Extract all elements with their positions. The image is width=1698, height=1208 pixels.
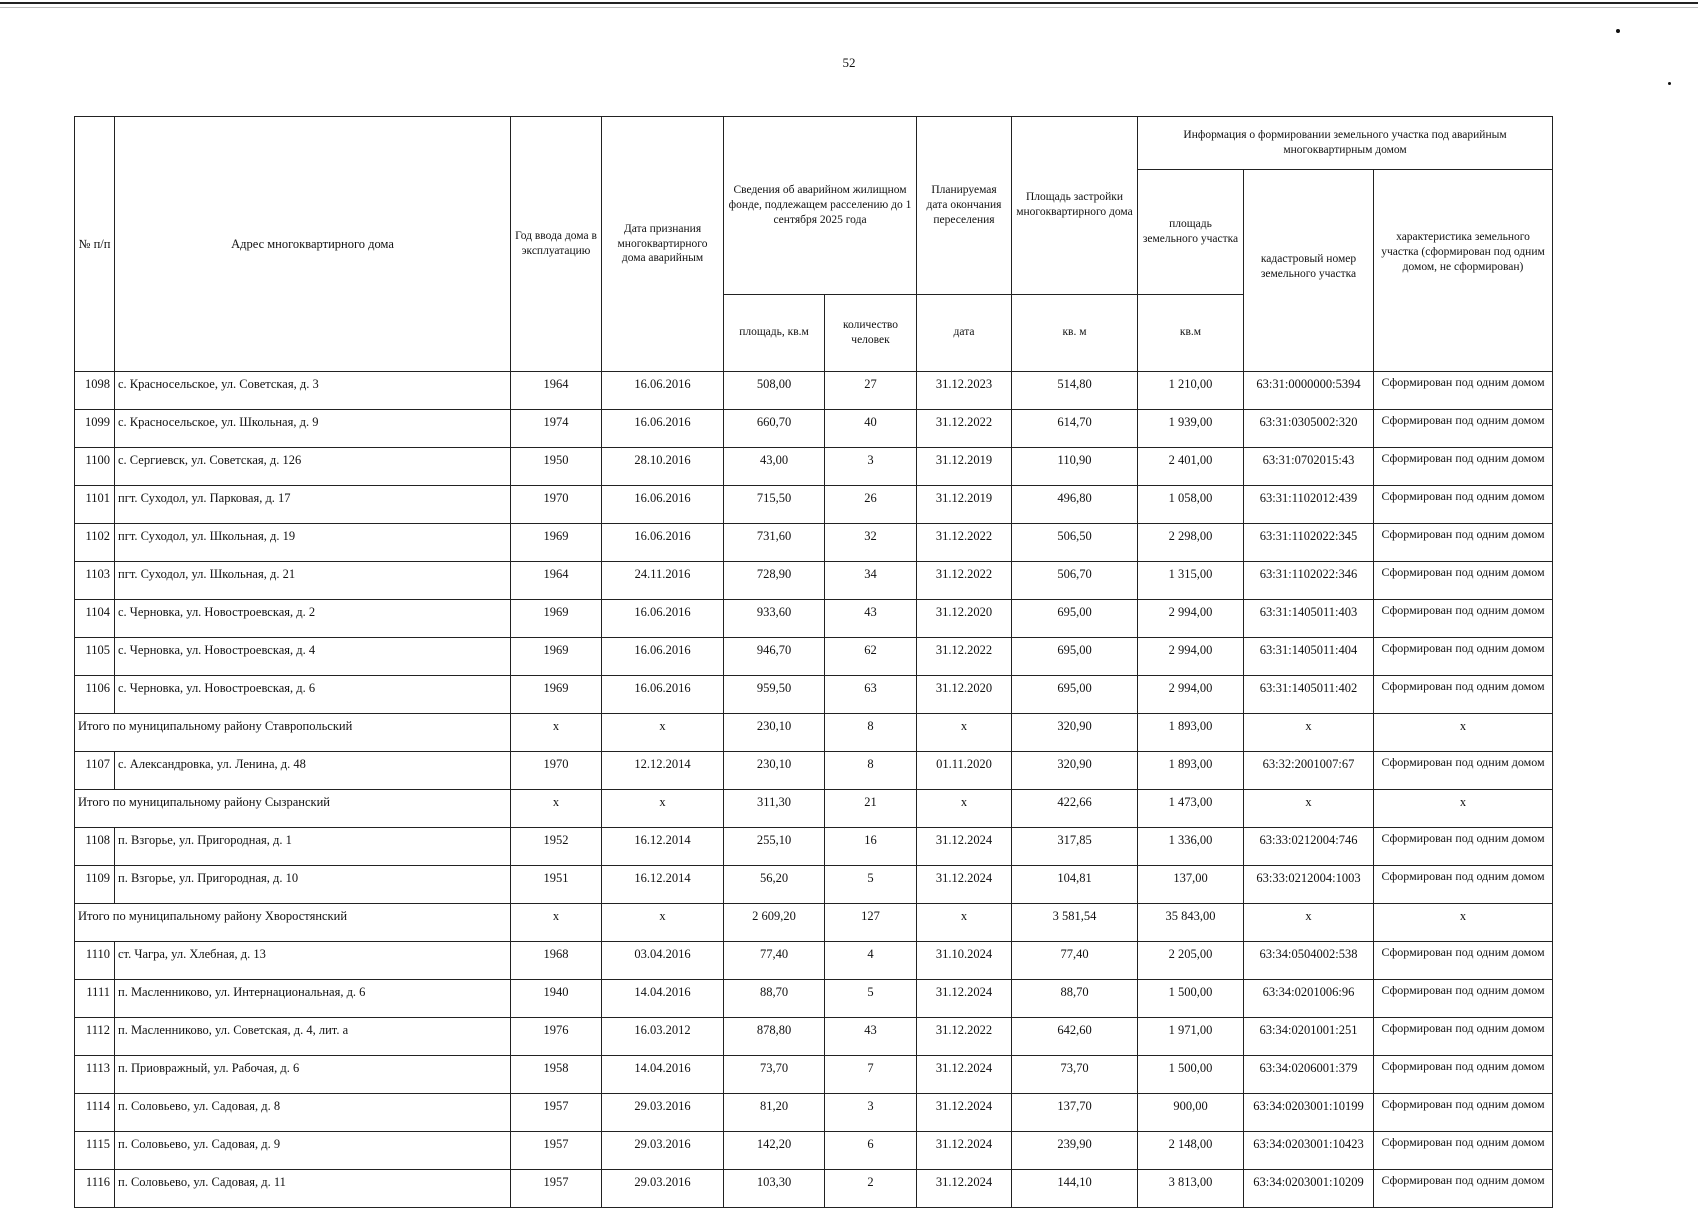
table-row (75, 1132, 1553, 1170)
col-header-building-area-unit: кв. м (1012, 294, 1138, 371)
col-header-cadastral: кадастровый номер земельного участка (1244, 170, 1374, 372)
cell-land-area: 2 994,00 (1138, 676, 1244, 714)
table-row (75, 866, 1553, 904)
cell-land-area: 1 500,00 (1138, 1056, 1244, 1094)
cell-area: 255,10 (724, 828, 825, 866)
cell-building-area: 642,60 (1012, 1018, 1138, 1056)
col-header-planned-date: Планируемая дата окончания переселения (917, 117, 1012, 295)
cell-address: п. Соловьево, ул. Садовая, д. 11 (115, 1170, 511, 1208)
total-label: Итого по муниципальному району Хворостянский (75, 904, 511, 942)
cell-characteristic: Сформирован под одним домом (1374, 866, 1553, 904)
cell-planned-date: 31.12.2023 (917, 372, 1012, 410)
table-row (75, 524, 1553, 562)
col-header-emergency-fund: Сведения об аварийном жилищном фонде, подлежащем расселению до 1 сентября 2025 года (724, 117, 917, 295)
cell-building-area: 3 581,54 (1012, 904, 1138, 942)
cell-address: с. Александровка, ул. Ленина, д. 48 (115, 752, 511, 790)
cell-year: 1951 (511, 866, 602, 904)
cell-people: 3 (825, 1094, 917, 1132)
cell-land-area: 1 315,00 (1138, 562, 1244, 600)
cell-num: 1116 (75, 1170, 115, 1208)
cell-cadastral: 63:34:0201001:251 (1244, 1018, 1374, 1056)
cell-num: 1111 (75, 980, 115, 1018)
cell-land-area: 2 298,00 (1138, 524, 1244, 562)
cell-people: 62 (825, 638, 917, 676)
cell-building-area: 110,90 (1012, 448, 1138, 486)
table-header (75, 117, 1553, 372)
cell-people: 6 (825, 1132, 917, 1170)
cell-year: 1969 (511, 638, 602, 676)
cell-people: 43 (825, 1018, 917, 1056)
cell-cadastral: 63:31:0702015:43 (1244, 448, 1374, 486)
total-row (75, 904, 1553, 942)
cell-year: 1969 (511, 524, 602, 562)
cell-characteristic: Сформирован под одним домом (1374, 752, 1553, 790)
cell-cadastral: 63:32:2001007:67 (1244, 752, 1374, 790)
cell-date-recognized: х (602, 904, 724, 942)
cell-num: 1101 (75, 486, 115, 524)
table-row (75, 410, 1553, 448)
table-row (75, 448, 1553, 486)
cell-land-area: 1 336,00 (1138, 828, 1244, 866)
cell-people: 7 (825, 1056, 917, 1094)
col-header-land-area: площадь земельного участка (1138, 170, 1244, 295)
cell-area: 230,10 (724, 752, 825, 790)
cell-planned-date: 31.12.2024 (917, 866, 1012, 904)
page-number: 52 (842, 55, 856, 70)
cell-people: 2 (825, 1170, 917, 1208)
cell-area: 56,20 (724, 866, 825, 904)
cell-num: 1102 (75, 524, 115, 562)
cell-characteristic: Сформирован под одним домом (1374, 980, 1553, 1018)
cell-year: 1950 (511, 448, 602, 486)
cell-num: 1104 (75, 600, 115, 638)
table-row (75, 1056, 1553, 1094)
cell-date-recognized: 03.04.2016 (602, 942, 724, 980)
cell-planned-date: 31.12.2024 (917, 1170, 1012, 1208)
cell-characteristic: Сформирован под одним домом (1374, 828, 1553, 866)
cell-people: 8 (825, 752, 917, 790)
cell-characteristic: х (1374, 714, 1553, 752)
cell-building-area: 239,90 (1012, 1132, 1138, 1170)
cell-num: 1100 (75, 448, 115, 486)
cell-year: 1969 (511, 676, 602, 714)
cell-date-recognized: 16.12.2014 (602, 866, 724, 904)
cell-people: 16 (825, 828, 917, 866)
cell-date-recognized: 16.06.2016 (602, 676, 724, 714)
cell-area: 959,50 (724, 676, 825, 714)
cell-num: 1113 (75, 1056, 115, 1094)
table-row (75, 600, 1553, 638)
cell-people: 27 (825, 372, 917, 410)
cell-area: 933,60 (724, 600, 825, 638)
registry-table (74, 116, 1553, 1208)
cell-num: 1109 (75, 866, 115, 904)
cell-cadastral: 63:31:1102022:346 (1244, 562, 1374, 600)
cell-planned-date: 31.10.2024 (917, 942, 1012, 980)
scan-speck (1668, 82, 1671, 85)
cell-address: пгт. Суходол, ул. Парковая, д. 17 (115, 486, 511, 524)
cell-area: 77,40 (724, 942, 825, 980)
cell-people: 5 (825, 980, 917, 1018)
cell-people: 3 (825, 448, 917, 486)
cell-year: 1964 (511, 562, 602, 600)
cell-num: 1108 (75, 828, 115, 866)
cell-building-area: 320,90 (1012, 752, 1138, 790)
table-row (75, 752, 1553, 790)
table-row (75, 1170, 1553, 1208)
cell-building-area: 514,80 (1012, 372, 1138, 410)
cell-date-recognized: х (602, 714, 724, 752)
cell-cadastral: 63:34:0206001:379 (1244, 1056, 1374, 1094)
cell-planned-date: 31.12.2022 (917, 562, 1012, 600)
cell-date-recognized: 16.06.2016 (602, 638, 724, 676)
cell-area: 311,30 (724, 790, 825, 828)
cell-land-area: 3 813,00 (1138, 1170, 1244, 1208)
cell-characteristic: Сформирован под одним домом (1374, 562, 1553, 600)
cell-cadastral: 63:34:0203001:10423 (1244, 1132, 1374, 1170)
cell-land-area: 2 401,00 (1138, 448, 1244, 486)
cell-planned-date: 31.12.2022 (917, 638, 1012, 676)
cell-people: 127 (825, 904, 917, 942)
cell-land-area: 2 148,00 (1138, 1132, 1244, 1170)
cell-area: 660,70 (724, 410, 825, 448)
cell-planned-date: 31.12.2019 (917, 448, 1012, 486)
cell-date-recognized: 14.04.2016 (602, 980, 724, 1018)
cell-characteristic: х (1374, 790, 1553, 828)
table-row (75, 1018, 1553, 1056)
cell-land-area: 1 939,00 (1138, 410, 1244, 448)
cell-people: 8 (825, 714, 917, 752)
cell-cadastral: х (1244, 714, 1374, 752)
cell-land-area: 35 843,00 (1138, 904, 1244, 942)
table-row (75, 638, 1553, 676)
cell-year: 1974 (511, 410, 602, 448)
cell-building-area: 506,50 (1012, 524, 1138, 562)
col-header-year: Год ввода дома в эксплуатацию (511, 117, 602, 372)
cell-area: 715,50 (724, 486, 825, 524)
cell-land-area: 2 994,00 (1138, 638, 1244, 676)
cell-date-recognized: 16.06.2016 (602, 410, 724, 448)
cell-date-recognized: 24.11.2016 (602, 562, 724, 600)
cell-cadastral: х (1244, 904, 1374, 942)
table-row (75, 372, 1553, 410)
table-body (75, 372, 1553, 1208)
cell-people: 32 (825, 524, 917, 562)
cell-date-recognized: х (602, 790, 724, 828)
cell-cadastral: 63:31:1102012:439 (1244, 486, 1374, 524)
cell-characteristic: Сформирован под одним домом (1374, 1170, 1553, 1208)
cell-address: с. Черновка, ул. Новостроевская, д. 2 (115, 600, 511, 638)
cell-date-recognized: 14.04.2016 (602, 1056, 724, 1094)
cell-planned-date: 31.12.2020 (917, 676, 1012, 714)
cell-planned-date: 31.12.2022 (917, 410, 1012, 448)
cell-planned-date: 31.12.2019 (917, 486, 1012, 524)
cell-cadastral: 63:34:0203001:10209 (1244, 1170, 1374, 1208)
cell-address: пгт. Суходол, ул. Школьная, д. 19 (115, 524, 511, 562)
cell-cadastral: 63:31:1405011:403 (1244, 600, 1374, 638)
cell-year: 1970 (511, 752, 602, 790)
cell-area: 946,70 (724, 638, 825, 676)
cell-year: 1969 (511, 600, 602, 638)
cell-land-area: 2 994,00 (1138, 600, 1244, 638)
cell-year: х (511, 714, 602, 752)
cell-people: 34 (825, 562, 917, 600)
cell-characteristic: Сформирован под одним домом (1374, 486, 1553, 524)
total-label: Итого по муниципальному району Сызранский (75, 790, 511, 828)
cell-year: х (511, 790, 602, 828)
cell-planned-date: х (917, 714, 1012, 752)
col-header-area: площадь, кв.м (724, 294, 825, 371)
cell-land-area: 137,00 (1138, 866, 1244, 904)
cell-num: 1105 (75, 638, 115, 676)
cell-building-area: 320,90 (1012, 714, 1138, 752)
total-row (75, 714, 1553, 752)
cell-address: ст. Чагра, ул. Хлебная, д. 13 (115, 942, 511, 980)
col-header-land-area-unit: кв.м (1138, 294, 1244, 371)
cell-characteristic: Сформирован под одним домом (1374, 1094, 1553, 1132)
cell-characteristic: Сформирован под одним домом (1374, 1056, 1553, 1094)
cell-area: 103,30 (724, 1170, 825, 1208)
cell-building-area: 104,81 (1012, 866, 1138, 904)
cell-address: п. Взгорье, ул. Пригородная, д. 10 (115, 866, 511, 904)
cell-cadastral: 63:31:0000000:5394 (1244, 372, 1374, 410)
cell-address: п. Масленниково, ул. Интернациональная, д. 6 (115, 980, 511, 1018)
cell-characteristic: х (1374, 904, 1553, 942)
cell-address: п. Взгорье, ул. Пригородная, д. 1 (115, 828, 511, 866)
cell-characteristic: Сформирован под одним домом (1374, 448, 1553, 486)
cell-num: 1098 (75, 372, 115, 410)
total-row (75, 790, 1553, 828)
cell-cadastral: 63:31:1405011:402 (1244, 676, 1374, 714)
cell-planned-date: 31.12.2022 (917, 1018, 1012, 1056)
cell-date-recognized: 16.06.2016 (602, 600, 724, 638)
cell-characteristic: Сформирован под одним домом (1374, 524, 1553, 562)
cell-cadastral: 63:34:0504002:538 (1244, 942, 1374, 980)
cell-area: 43,00 (724, 448, 825, 486)
cell-area: 508,00 (724, 372, 825, 410)
cell-year: 1970 (511, 486, 602, 524)
table-row (75, 942, 1553, 980)
cell-characteristic: Сформирован под одним домом (1374, 372, 1553, 410)
col-header-building-area: Площадь застройки многоквартирного дома (1012, 117, 1138, 295)
cell-date-recognized: 29.03.2016 (602, 1094, 724, 1132)
cell-planned-date: 31.12.2020 (917, 600, 1012, 638)
cell-year: 1957 (511, 1132, 602, 1170)
cell-area: 230,10 (724, 714, 825, 752)
cell-planned-date: 31.12.2024 (917, 1132, 1012, 1170)
cell-building-area: 695,00 (1012, 676, 1138, 714)
cell-area: 73,70 (724, 1056, 825, 1094)
cell-area: 731,60 (724, 524, 825, 562)
table-row (75, 562, 1553, 600)
cell-year: х (511, 904, 602, 942)
cell-area: 88,70 (724, 980, 825, 1018)
cell-cadastral: 63:31:1102022:345 (1244, 524, 1374, 562)
cell-num: 1099 (75, 410, 115, 448)
cell-num: 1103 (75, 562, 115, 600)
cell-building-area: 422,66 (1012, 790, 1138, 828)
cell-cadastral: 63:31:1405011:404 (1244, 638, 1374, 676)
cell-address: п. Соловьево, ул. Садовая, д. 8 (115, 1094, 511, 1132)
cell-cadastral: 63:33:0212004:746 (1244, 828, 1374, 866)
cell-num: 1106 (75, 676, 115, 714)
cell-people: 63 (825, 676, 917, 714)
cell-cadastral: 63:33:0212004:1003 (1244, 866, 1374, 904)
cell-characteristic: Сформирован под одним домом (1374, 676, 1553, 714)
cell-building-area: 137,70 (1012, 1094, 1138, 1132)
cell-date-recognized: 16.12.2014 (602, 828, 724, 866)
cell-planned-date: х (917, 790, 1012, 828)
cell-people: 43 (825, 600, 917, 638)
table-row (75, 486, 1553, 524)
cell-date-recognized: 16.03.2012 (602, 1018, 724, 1056)
cell-building-area: 695,00 (1012, 600, 1138, 638)
col-header-land-info: Информация о формировании земельного участка под аварийным многоквартирным домом (1138, 117, 1553, 170)
top-rule (0, 2, 1698, 4)
cell-address: п. Масленниково, ул. Советская, д. 4, лит. а (115, 1018, 511, 1056)
cell-land-area: 1 893,00 (1138, 752, 1244, 790)
cell-people: 26 (825, 486, 917, 524)
cell-address: пгт. Суходол, ул. Школьная, д. 21 (115, 562, 511, 600)
col-header-planned-date-sub: дата (917, 294, 1012, 371)
cell-building-area: 614,70 (1012, 410, 1138, 448)
col-header-people: количество человек (825, 294, 917, 371)
cell-area: 142,20 (724, 1132, 825, 1170)
cell-land-area: 2 205,00 (1138, 942, 1244, 980)
cell-date-recognized: 29.03.2016 (602, 1132, 724, 1170)
cell-characteristic: Сформирован под одним домом (1374, 638, 1553, 676)
cell-num: 1114 (75, 1094, 115, 1132)
col-header-characteristic: характеристика земельного участка (сформирован под одним домом, не сформирован) (1374, 170, 1553, 372)
cell-land-area: 1 971,00 (1138, 1018, 1244, 1056)
cell-date-recognized: 12.12.2014 (602, 752, 724, 790)
cell-date-recognized: 29.03.2016 (602, 1170, 724, 1208)
cell-land-area: 1 500,00 (1138, 980, 1244, 1018)
cell-year: 1958 (511, 1056, 602, 1094)
cell-planned-date: х (917, 904, 1012, 942)
col-header-date-recognized: Дата признания многоквартирного дома аварийным (602, 117, 724, 372)
col-header-num: № п/п (75, 117, 115, 372)
cell-year: 1957 (511, 1094, 602, 1132)
scan-speck (1616, 29, 1620, 33)
cell-address: с. Черновка, ул. Новостроевская, д. 4 (115, 638, 511, 676)
cell-land-area: 1 473,00 (1138, 790, 1244, 828)
cell-characteristic: Сформирован под одним домом (1374, 600, 1553, 638)
cell-building-area: 506,70 (1012, 562, 1138, 600)
cell-date-recognized: 16.06.2016 (602, 372, 724, 410)
cell-year: 1952 (511, 828, 602, 866)
cell-people: 4 (825, 942, 917, 980)
total-label: Итого по муниципальному району Ставропольский (75, 714, 511, 752)
cell-cadastral: 63:34:0203001:10199 (1244, 1094, 1374, 1132)
cell-date-recognized: 28.10.2016 (602, 448, 724, 486)
cell-address: п. Соловьево, ул. Садовая, д. 9 (115, 1132, 511, 1170)
cell-address: с. Сергиевск, ул. Советская, д. 126 (115, 448, 511, 486)
cell-area: 2 609,20 (724, 904, 825, 942)
cell-num: 1110 (75, 942, 115, 980)
cell-planned-date: 31.12.2024 (917, 828, 1012, 866)
cell-land-area: 1 210,00 (1138, 372, 1244, 410)
cell-address: с. Черновка, ул. Новостроевская, д. 6 (115, 676, 511, 714)
cell-cadastral: х (1244, 790, 1374, 828)
cell-characteristic: Сформирован под одним домом (1374, 1132, 1553, 1170)
cell-building-area: 496,80 (1012, 486, 1138, 524)
cell-building-area: 77,40 (1012, 942, 1138, 980)
table-row (75, 1094, 1553, 1132)
cell-planned-date: 31.12.2024 (917, 980, 1012, 1018)
cell-year: 1968 (511, 942, 602, 980)
cell-land-area: 900,00 (1138, 1094, 1244, 1132)
cell-year: 1940 (511, 980, 602, 1018)
cell-area: 878,80 (724, 1018, 825, 1056)
cell-characteristic: Сформирован под одним домом (1374, 942, 1553, 980)
cell-land-area: 1 058,00 (1138, 486, 1244, 524)
col-header-address: Адрес многоквартирного дома (115, 117, 511, 372)
cell-num: 1107 (75, 752, 115, 790)
cell-num: 1112 (75, 1018, 115, 1056)
cell-building-area: 73,70 (1012, 1056, 1138, 1094)
cell-date-recognized: 16.06.2016 (602, 486, 724, 524)
cell-people: 21 (825, 790, 917, 828)
cell-cadastral: 63:34:0201006:96 (1244, 980, 1374, 1018)
table-row (75, 980, 1553, 1018)
table-row (75, 676, 1553, 714)
cell-people: 5 (825, 866, 917, 904)
cell-building-area: 695,00 (1012, 638, 1138, 676)
cell-building-area: 317,85 (1012, 828, 1138, 866)
cell-planned-date: 01.11.2020 (917, 752, 1012, 790)
cell-characteristic: Сформирован под одним домом (1374, 410, 1553, 448)
table-row (75, 828, 1553, 866)
cell-area: 81,20 (724, 1094, 825, 1132)
cell-characteristic: Сформирован под одним домом (1374, 1018, 1553, 1056)
cell-address: с. Красносельское, ул. Советская, д. 3 (115, 372, 511, 410)
cell-planned-date: 31.12.2024 (917, 1094, 1012, 1132)
cell-address: с. Красносельское, ул. Школьная, д. 9 (115, 410, 511, 448)
cell-cadastral: 63:31:0305002:320 (1244, 410, 1374, 448)
cell-year: 1957 (511, 1170, 602, 1208)
cell-planned-date: 31.12.2022 (917, 524, 1012, 562)
cell-num: 1115 (75, 1132, 115, 1170)
cell-date-recognized: 16.06.2016 (602, 524, 724, 562)
top-rule-thin (0, 7, 1698, 8)
cell-people: 40 (825, 410, 917, 448)
cell-area: 728,90 (724, 562, 825, 600)
cell-land-area: 1 893,00 (1138, 714, 1244, 752)
cell-building-area: 144,10 (1012, 1170, 1138, 1208)
cell-planned-date: 31.12.2024 (917, 1056, 1012, 1094)
cell-year: 1964 (511, 372, 602, 410)
cell-year: 1976 (511, 1018, 602, 1056)
cell-address: п. Приовражный, ул. Рабочая, д. 6 (115, 1056, 511, 1094)
cell-building-area: 88,70 (1012, 980, 1138, 1018)
